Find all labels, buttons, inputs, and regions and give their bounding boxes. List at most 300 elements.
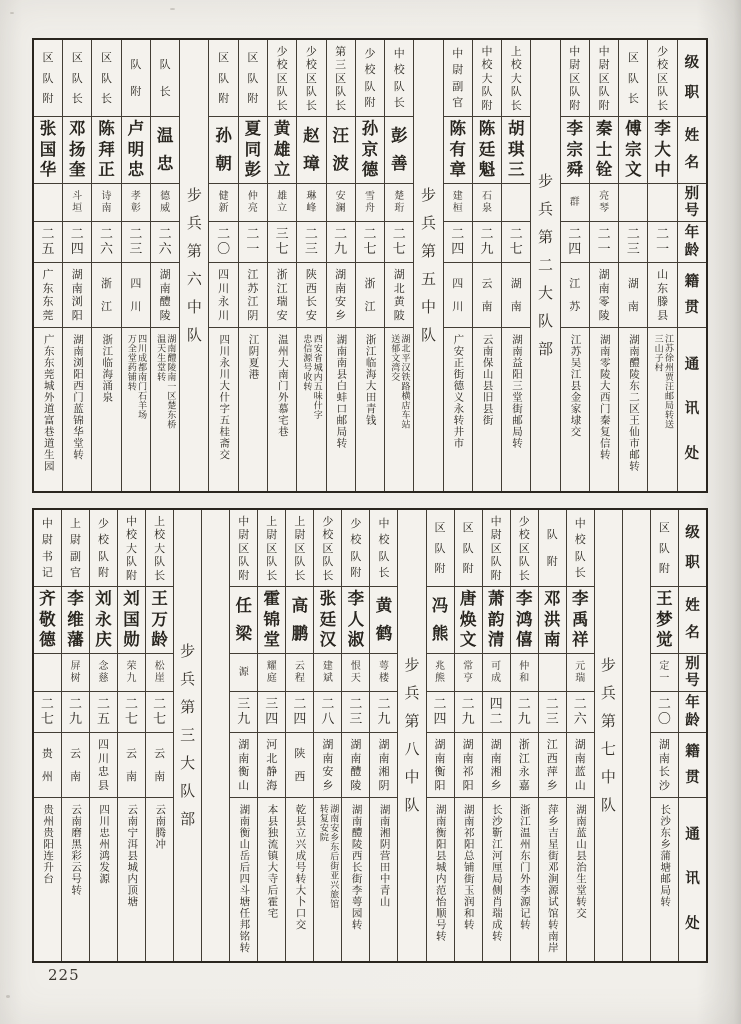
name-cell bbox=[146, 587, 173, 654]
glyph: 尉 bbox=[41, 533, 53, 547]
alias-text bbox=[356, 184, 384, 221]
blank-column bbox=[623, 510, 651, 961]
glyph: 澜 bbox=[335, 202, 346, 214]
age-text bbox=[90, 692, 117, 732]
glyph: 庆 bbox=[95, 630, 112, 650]
glyph: 四 bbox=[433, 712, 447, 727]
glyph: 校 bbox=[481, 58, 493, 71]
scan-speck bbox=[6, 995, 10, 998]
address-line: 长沙靳江河厘局侧肖瑞成转 bbox=[490, 804, 503, 942]
glyph: 李 bbox=[347, 589, 365, 609]
native-cell bbox=[356, 263, 384, 328]
glyph: 二 bbox=[538, 256, 554, 274]
rank-cell bbox=[473, 40, 501, 117]
glyph: 步 bbox=[420, 186, 436, 204]
glyph: 大 bbox=[481, 71, 493, 85]
glyph: 贵 bbox=[41, 747, 53, 761]
address-cell bbox=[502, 328, 530, 491]
glyph: 第 bbox=[186, 242, 202, 260]
alias-text bbox=[92, 184, 120, 221]
address-text bbox=[385, 328, 413, 491]
glyph: 江 bbox=[101, 299, 113, 313]
glyph: 年 bbox=[685, 694, 700, 711]
glyph: 树 bbox=[70, 672, 81, 684]
section-label bbox=[531, 40, 559, 491]
glyph: 东 bbox=[42, 295, 54, 309]
glyph: 耀 bbox=[266, 660, 277, 672]
name-cell bbox=[268, 117, 296, 184]
native-cell bbox=[297, 263, 325, 328]
address-line: 贵州贵阳连升台 bbox=[42, 804, 55, 885]
address-line: 湖南浏阳西门蓝锦华堂转 bbox=[71, 334, 84, 461]
glyph: 队 bbox=[154, 555, 166, 568]
name-text bbox=[146, 587, 173, 653]
glyph: 孝 bbox=[130, 190, 141, 202]
age-cell bbox=[34, 692, 61, 733]
person-column bbox=[327, 40, 356, 491]
glyph: 一 bbox=[597, 242, 611, 257]
address-line: 长沙东乡蒲塘邮局转 bbox=[659, 804, 672, 908]
address-line: 广安正街德义永转井市 bbox=[452, 334, 465, 449]
native-text bbox=[63, 263, 91, 327]
person-column bbox=[34, 40, 63, 491]
glyph: 区 bbox=[598, 71, 610, 85]
native-cell bbox=[511, 733, 538, 798]
glyph: 队 bbox=[598, 85, 610, 98]
header-text bbox=[678, 40, 706, 116]
address-cell bbox=[444, 328, 472, 491]
address-text bbox=[473, 328, 501, 491]
name-text bbox=[455, 587, 482, 653]
glyph: 和 bbox=[519, 672, 530, 684]
age-cell bbox=[567, 692, 594, 733]
glyph: 中 bbox=[574, 517, 586, 531]
glyph: 兵 bbox=[538, 200, 554, 218]
glyph: 可 bbox=[491, 660, 502, 672]
name-cell bbox=[502, 117, 530, 184]
glyph: 孙 bbox=[215, 126, 232, 145]
person-column bbox=[122, 40, 151, 491]
age-cell bbox=[90, 692, 117, 733]
glyph: 名 bbox=[685, 625, 700, 642]
glyph: 斗 bbox=[72, 190, 83, 202]
alias-text bbox=[483, 654, 510, 691]
glyph: 兵 bbox=[186, 214, 202, 232]
address-cell bbox=[561, 328, 589, 491]
section-label-column bbox=[398, 510, 426, 961]
address-line: 湖南蓝山县治生堂转交 bbox=[574, 804, 587, 919]
rank-text bbox=[567, 510, 594, 586]
glyph: 三 bbox=[545, 712, 559, 727]
glyph: 江 bbox=[569, 277, 581, 291]
native-cell bbox=[122, 263, 150, 328]
native-text bbox=[122, 263, 150, 327]
address-line: 湖南祁阳总铺街玉润和转 bbox=[462, 804, 475, 931]
glyph: 附 bbox=[218, 91, 230, 105]
address-line: 转复安院 bbox=[317, 804, 328, 842]
person-column bbox=[502, 40, 531, 491]
alias-text bbox=[239, 184, 267, 221]
age-cell bbox=[511, 692, 538, 733]
glyph: 区 bbox=[101, 51, 113, 65]
address-line: 浙江临海涌泉 bbox=[101, 334, 114, 403]
glyph: 二 bbox=[158, 227, 172, 242]
glyph: 中 bbox=[452, 47, 464, 61]
rank-text bbox=[63, 40, 91, 116]
age-cell bbox=[314, 692, 341, 733]
rank-cell bbox=[502, 40, 530, 117]
address-cell bbox=[651, 798, 678, 961]
rank-text bbox=[561, 40, 589, 116]
glyph: 冯 bbox=[431, 596, 449, 615]
glyph: 胡 bbox=[508, 119, 525, 139]
native-cell bbox=[648, 263, 676, 328]
glyph: 僖 bbox=[515, 630, 533, 650]
address-text bbox=[209, 328, 237, 491]
name-cell bbox=[356, 117, 384, 184]
age-cell bbox=[648, 222, 676, 263]
address-text bbox=[258, 798, 285, 961]
glyph: 江 bbox=[247, 268, 259, 282]
name-text bbox=[151, 117, 179, 183]
scan-speck bbox=[10, 12, 14, 14]
address-text bbox=[327, 328, 355, 491]
glyph: 浙 bbox=[364, 277, 376, 291]
glyph: 上 bbox=[69, 517, 81, 531]
name-text bbox=[511, 587, 538, 653]
glyph: 大 bbox=[126, 541, 138, 555]
glyph: 西 bbox=[546, 751, 558, 765]
glyph: 龄 bbox=[151, 630, 168, 650]
address-cell bbox=[146, 798, 173, 961]
glyph: 南 bbox=[350, 751, 362, 765]
address-text bbox=[483, 798, 510, 961]
glyph: 焕 bbox=[459, 609, 477, 629]
rank-text bbox=[286, 510, 313, 586]
glyph: 中 bbox=[378, 517, 390, 531]
glyph: 中 bbox=[654, 160, 671, 180]
glyph: 中 bbox=[186, 298, 202, 316]
alias-cell bbox=[92, 184, 120, 222]
age-text bbox=[651, 692, 678, 732]
name-text bbox=[230, 587, 257, 653]
age-cell bbox=[342, 692, 369, 733]
glyph: 区 bbox=[335, 71, 347, 85]
address-text bbox=[356, 328, 384, 491]
glyph: 校 bbox=[126, 528, 138, 541]
address-text bbox=[648, 328, 676, 491]
native-text bbox=[619, 263, 647, 327]
address-text bbox=[151, 328, 179, 491]
name-text bbox=[118, 587, 145, 653]
glyph: 淑 bbox=[347, 630, 365, 650]
glyph: 大 bbox=[510, 71, 522, 85]
glyph: 队 bbox=[420, 326, 436, 344]
native-text bbox=[539, 733, 566, 797]
glyph: 区 bbox=[657, 71, 669, 85]
glyph: 长 bbox=[574, 565, 586, 579]
glyph: 队 bbox=[71, 71, 83, 85]
glyph: 中 bbox=[126, 514, 138, 528]
address-text bbox=[90, 798, 117, 961]
alias-text bbox=[561, 184, 589, 221]
glyph: 队 bbox=[238, 555, 250, 568]
glyph: 龄 bbox=[685, 712, 700, 729]
address-text bbox=[444, 328, 472, 491]
glyph: 齐 bbox=[39, 589, 56, 609]
native-text bbox=[511, 733, 538, 797]
glyph: 宗 bbox=[566, 139, 584, 159]
glyph: 三 bbox=[349, 712, 363, 727]
age-cell bbox=[146, 692, 173, 733]
native-text bbox=[370, 733, 397, 797]
address-line: 云南宁洱县城内顶塘 bbox=[126, 804, 139, 908]
address-cell bbox=[385, 328, 413, 491]
rank-text bbox=[473, 40, 501, 116]
glyph: 区 bbox=[266, 541, 278, 555]
age-cell bbox=[118, 692, 145, 733]
glyph: 三 bbox=[265, 697, 279, 712]
glyph: 一 bbox=[659, 672, 670, 684]
native-cell bbox=[327, 263, 355, 328]
glyph: 二 bbox=[517, 697, 531, 712]
glyph: 阳 bbox=[462, 778, 474, 792]
address-text bbox=[34, 798, 61, 961]
age-text bbox=[297, 222, 325, 262]
address-cell bbox=[473, 328, 501, 491]
rank-cell bbox=[342, 510, 369, 587]
glyph: 李 bbox=[566, 119, 584, 139]
glyph: 南 bbox=[434, 751, 446, 765]
glyph: 陂 bbox=[393, 308, 405, 322]
column-header-name bbox=[679, 587, 706, 654]
age-cell bbox=[92, 222, 120, 263]
glyph: 源 bbox=[238, 666, 249, 678]
alias-text bbox=[567, 654, 594, 691]
glyph: 恨 bbox=[350, 660, 361, 672]
section-label bbox=[595, 510, 622, 961]
age-cell bbox=[385, 222, 413, 263]
glyph: 通 bbox=[684, 356, 700, 373]
glyph: 秦 bbox=[595, 119, 613, 139]
age-cell bbox=[473, 222, 501, 263]
glyph: 四 bbox=[218, 268, 230, 282]
alias-text bbox=[590, 184, 618, 221]
glyph: 山 bbox=[574, 778, 586, 792]
address-line: 送郁文湾交 bbox=[389, 334, 400, 382]
glyph: 四 bbox=[70, 242, 84, 257]
glyph: 沙 bbox=[658, 778, 670, 792]
glyph: 队 bbox=[481, 85, 493, 98]
address-cell bbox=[62, 798, 89, 961]
glyph: 校 bbox=[350, 533, 362, 547]
glyph: 莞 bbox=[42, 308, 54, 322]
native-text bbox=[444, 263, 472, 327]
glyph: 二 bbox=[480, 227, 494, 242]
native-cell bbox=[90, 733, 117, 798]
glyph: 队 bbox=[546, 528, 558, 541]
person-column bbox=[342, 510, 370, 961]
address-line: 湖北平汉铁路横店车站 bbox=[399, 334, 410, 429]
address-text bbox=[370, 798, 397, 961]
glyph: 二 bbox=[433, 697, 447, 712]
alias-cell bbox=[648, 184, 676, 222]
glyph: 贯 bbox=[684, 299, 700, 316]
age-text bbox=[385, 222, 413, 262]
glyph: 建 bbox=[322, 660, 333, 672]
alias-cell bbox=[239, 184, 267, 222]
glyph: 定 bbox=[659, 660, 670, 672]
glyph: 兵 bbox=[600, 684, 616, 702]
native-cell bbox=[590, 263, 618, 328]
address-cell bbox=[209, 328, 237, 491]
glyph: 少 bbox=[322, 514, 334, 528]
glyph: 奎 bbox=[69, 160, 86, 180]
header-text bbox=[679, 587, 706, 653]
glyph: 湖 bbox=[574, 738, 586, 752]
glyph: 队 bbox=[658, 541, 670, 555]
glyph: 附 bbox=[42, 91, 54, 105]
glyph: 八 bbox=[321, 712, 335, 727]
glyph: 江 bbox=[518, 751, 530, 765]
address-line: 江苏徐州贾汪邮局转送 bbox=[662, 334, 673, 429]
person-column bbox=[455, 510, 483, 961]
glyph: 附 bbox=[462, 561, 474, 575]
rank-text bbox=[356, 40, 384, 116]
glyph: 官 bbox=[452, 95, 464, 109]
column-header-alias bbox=[679, 654, 706, 692]
glyph: 长 bbox=[159, 85, 171, 98]
glyph: 威 bbox=[160, 202, 171, 214]
glyph: 诗 bbox=[101, 190, 112, 202]
glyph: 二 bbox=[657, 697, 671, 712]
glyph: 洪 bbox=[543, 609, 561, 629]
name-cell bbox=[648, 117, 676, 184]
glyph: 舟 bbox=[364, 202, 375, 214]
glyph: 长 bbox=[378, 565, 390, 579]
glyph: 云 bbox=[154, 747, 166, 761]
glyph: 校 bbox=[322, 528, 334, 541]
glyph: 广 bbox=[42, 268, 54, 282]
glyph: 队 bbox=[335, 85, 347, 98]
address-cell bbox=[567, 798, 594, 961]
alias-cell bbox=[151, 184, 179, 222]
glyph: 长 bbox=[305, 295, 317, 309]
glyph: 兵 bbox=[420, 214, 436, 232]
native-cell bbox=[567, 733, 594, 798]
glyph: 李 bbox=[572, 589, 589, 609]
address-line: 湖南安乡东后街亚兴旅馆 bbox=[328, 804, 339, 909]
age-text bbox=[151, 222, 179, 262]
glyph: 阴 bbox=[247, 308, 259, 322]
alias-text bbox=[34, 184, 62, 221]
glyph: 队 bbox=[126, 555, 138, 568]
glyph: 江 bbox=[546, 738, 558, 752]
name-text bbox=[314, 587, 341, 653]
scan-speck bbox=[170, 8, 175, 10]
native-text bbox=[590, 263, 618, 327]
name-text bbox=[356, 117, 384, 183]
glyph: 区 bbox=[218, 51, 230, 65]
glyph: 国 bbox=[123, 609, 140, 629]
address-text bbox=[511, 798, 538, 961]
native-cell bbox=[370, 733, 397, 798]
address-cell bbox=[118, 798, 145, 961]
glyph: 队 bbox=[322, 555, 334, 568]
person-column bbox=[62, 510, 90, 961]
glyph: 李 bbox=[654, 119, 671, 139]
glyph: 五 bbox=[420, 270, 436, 288]
glyph: 孙 bbox=[361, 119, 379, 139]
glyph: 步 bbox=[404, 656, 420, 674]
glyph: 湖 bbox=[462, 738, 474, 752]
glyph: 湖 bbox=[490, 738, 502, 752]
name-text bbox=[327, 117, 355, 183]
glyph: 校 bbox=[154, 528, 166, 541]
rank-cell bbox=[258, 510, 285, 587]
glyph: 陕 bbox=[305, 268, 317, 282]
alias-cell bbox=[314, 654, 341, 692]
glyph: 嘉 bbox=[518, 778, 530, 792]
glyph: 南 bbox=[543, 630, 561, 650]
glyph: 南 bbox=[490, 751, 502, 765]
glyph: 队 bbox=[186, 326, 202, 344]
glyph: 珩 bbox=[394, 202, 405, 214]
glyph: 校 bbox=[518, 528, 530, 541]
glyph: 同 bbox=[244, 139, 262, 159]
name-cell bbox=[342, 587, 369, 654]
person-column bbox=[444, 40, 473, 491]
glyph: 江 bbox=[247, 295, 259, 309]
alias-cell bbox=[327, 184, 355, 222]
glyph: 部 bbox=[538, 340, 554, 358]
glyph: 鹏 bbox=[291, 623, 309, 643]
glyph: 川 bbox=[218, 308, 230, 322]
native-text bbox=[118, 733, 145, 797]
glyph: 二 bbox=[451, 227, 465, 242]
glyph: 七 bbox=[275, 242, 289, 257]
alias-cell bbox=[473, 184, 501, 222]
rank-text bbox=[146, 510, 173, 586]
glyph: 职 bbox=[684, 84, 700, 101]
glyph: 群 bbox=[569, 196, 580, 208]
age-text bbox=[34, 222, 62, 262]
glyph: 北 bbox=[393, 281, 405, 295]
person-column bbox=[286, 510, 314, 961]
name-cell bbox=[239, 117, 267, 184]
glyph: 二 bbox=[246, 227, 260, 242]
glyph: 魁 bbox=[478, 160, 496, 180]
glyph: 附 bbox=[598, 98, 610, 112]
native-cell bbox=[63, 263, 91, 328]
rank-cell bbox=[63, 40, 91, 117]
glyph: 附 bbox=[126, 568, 138, 582]
glyph: 庭 bbox=[266, 672, 277, 684]
glyph: 区 bbox=[294, 541, 306, 555]
glyph: 号 bbox=[685, 672, 700, 689]
glyph: 中 bbox=[481, 44, 493, 58]
rank-cell bbox=[314, 510, 341, 587]
age-text bbox=[209, 222, 237, 262]
native-text bbox=[239, 263, 267, 327]
age-text bbox=[258, 692, 285, 732]
glyph: 尉 bbox=[569, 58, 581, 71]
glyph: 王 bbox=[656, 589, 673, 609]
glyph: 五 bbox=[96, 712, 110, 727]
glyph: 七 bbox=[392, 242, 406, 257]
age-text bbox=[590, 222, 618, 262]
glyph: 南 bbox=[574, 751, 586, 765]
